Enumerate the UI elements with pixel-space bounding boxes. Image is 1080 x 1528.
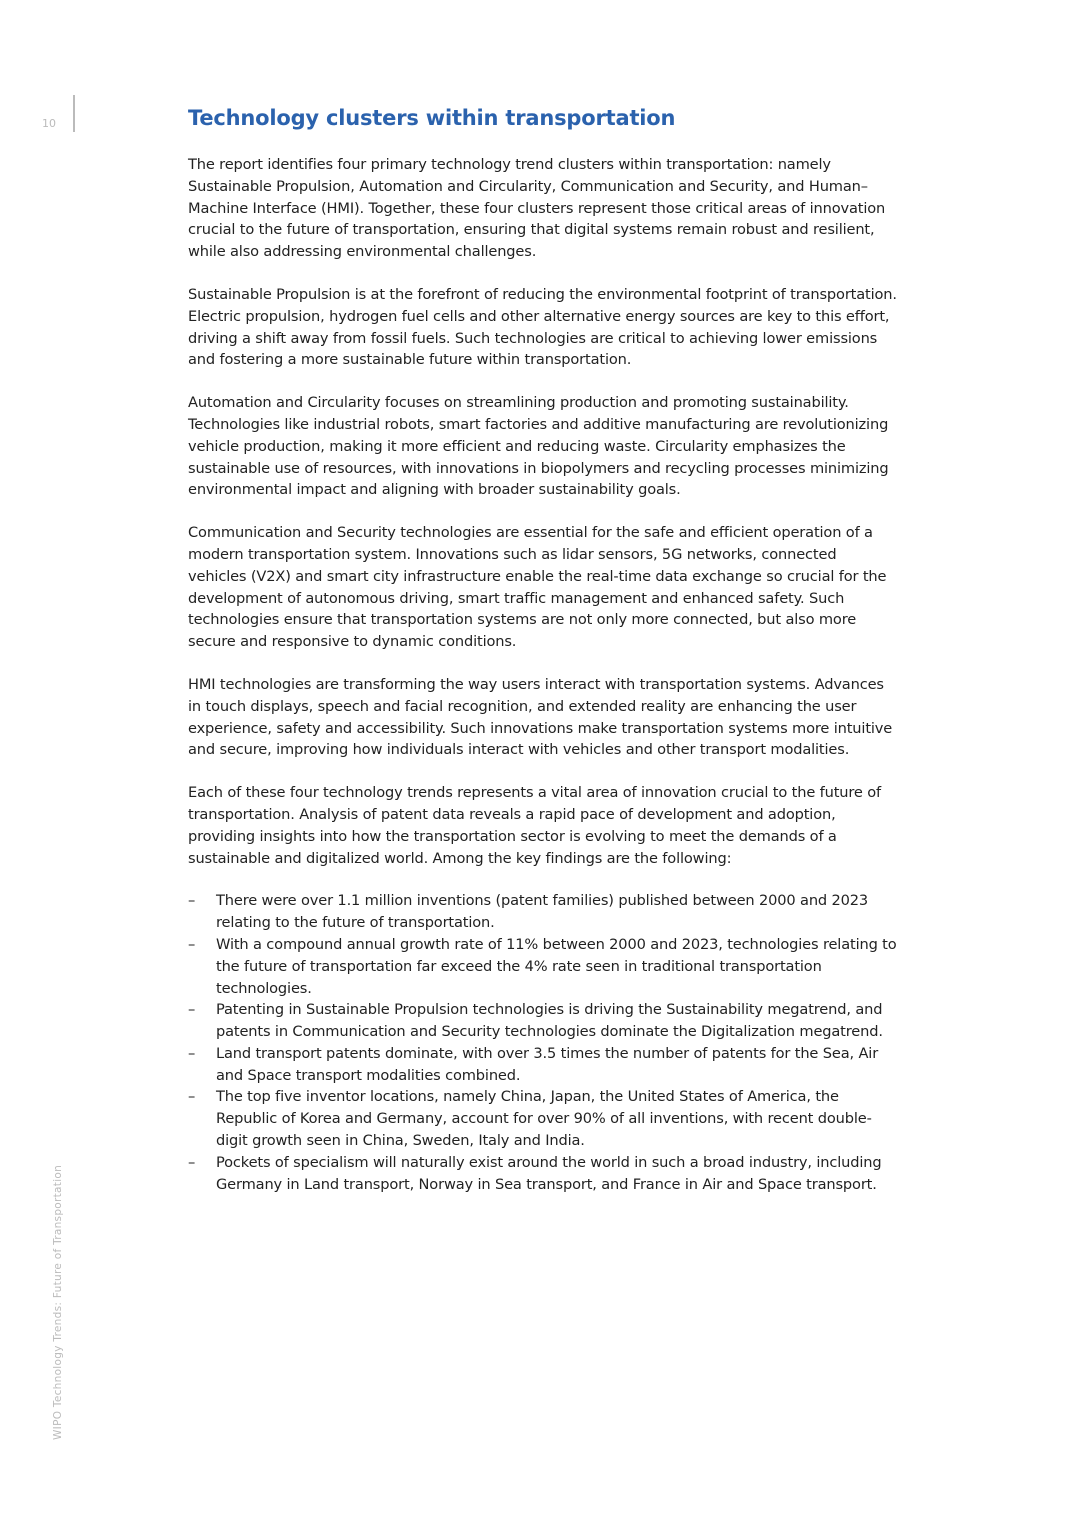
paragraph: Communication and Security technologies are essential for the safe and efficient operation of a modern transportation system. Innovations such as lidar sensors, 5G networks, connected vehicles (V2X) and smart city infrastructure enable the real-time data exchange so crucial for the development of autonomous driving, smart traffic management and enhanced safety. Such technologies ensure that transportation systems are not only more connected, but also more secure and responsive to dynamic conditions. <box>188 524 887 651</box>
page-number: 10 <box>42 117 56 130</box>
page-title: Technology clusters within transportation <box>188 106 676 130</box>
paragraph: The report identifies four primary technology trend clusters within transportation: namely Sustainable Propulsion, Automation and Circularity, Communication and Security, and Human–Machine Interface (HMI). Together, these four clusters represent those critical areas of innovation crucial to the future of transportation, ensuring that digital systems remain robust and resilient, while also addressing environmental challenges. <box>188 156 886 261</box>
list-item: – The top five inventor locations, namely China, Japan, the United States of America, the Republic of Korea and Germany, account for over 90% of all inventions, with recent double-digit growth seen in China, Sweden, Italy and India. <box>188 1086 898 1151</box>
list-item: – Patenting in Sustainable Propulsion technologies is driving the Sustainability megatrend, and patents in Communication and Security technologies dominate the Digitalization megatrend. <box>188 999 898 1043</box>
list-item: – Land transport patents dominate, with over 3.5 times the number of patents for the Sea, Air and Space transport modalities combined. <box>188 1043 898 1087</box>
list-item: – There were over 1.1 million inventions (patent families) published between 2000 and 2023 relating to the future of transportation. <box>188 890 898 934</box>
paragraph: Automation and Circularity focuses on streamlining production and promoting sustainability. Technologies like industrial robots, smart factories and additive manufacturing are revolutionizing vehicle production, making it more efficient and reducing waste. Circularity emphasizes the sustainable use of resources, with innovations in biopolymers and recycling processes minimizing environmental impact and aligning with broader sustainability goals. <box>188 394 889 499</box>
paragraph: HMI technologies are transforming the way users interact with transportation systems. Advances in touch displays, speech and facial recognition, and extended reality are enhancing the user experience, safety and accessibility. Such innovations make transportation systems more intuitive and secure, improving how individuals interact with vehicles and other transport modalities. <box>188 675 893 759</box>
header-divider <box>73 95 75 132</box>
running-footer: WIPO Technology Trends: Future of Transportation <box>52 1164 64 1440</box>
paragraph: Each of these four technology trends represents a vital area of innovation crucial to the future of transportation. Analysis of patent data reveals a rapid pace of development and adoption, providing insights into how the transportation sector is evolving to meet the demands of a sustainable and digitalized world. Among the key findings are the following: <box>188 784 882 867</box>
main-content <box>188 106 898 1195</box>
list-item: – With a compound annual growth rate of 11% between 2000 and 2023, technologies relating to the future of transportation far exceed the 4% rate seen in traditional transportation technologies. <box>188 934 898 999</box>
list-item: – Pockets of specialism will naturally exist around the world in such a broad industry, including Germany in Land transport, Norway in Sea transport, and France in Air and Space transport. <box>188 1152 898 1196</box>
key-findings-list <box>188 890 898 1195</box>
paragraph: Sustainable Propulsion is at the forefront of reducing the environmental footprint of transportation. Electric propulsion, hydrogen fuel cells and other alternative energy sources are key to this effort, driving a shift away from fossil fuels. Such technologies are critical to achieving lower emissions and fostering a more sustainable future within transportation. <box>188 285 897 369</box>
